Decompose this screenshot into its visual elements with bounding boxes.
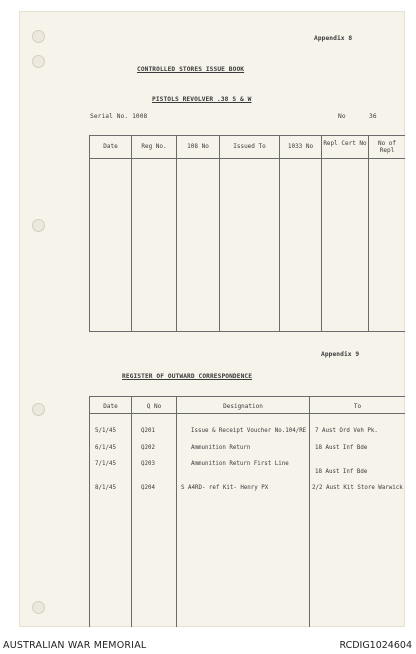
table-row-date: 5/1/45 <box>95 428 116 434</box>
punch-hole <box>32 55 45 68</box>
table-row-designation: Ammunition Return <box>191 445 251 451</box>
table-row-designation: Issue & Receipt Voucher No.104/RE <box>191 428 307 434</box>
table-row-date: 8/1/45 <box>95 485 116 491</box>
register-title: REGISTER OF OUTWARD CORRESPONDENCE <box>122 373 253 380</box>
column-header-q-no: Q No <box>146 403 162 410</box>
table-row-to: 2/2 Aust Kit Store Warwick <box>312 485 403 491</box>
punch-hole <box>32 601 45 614</box>
column-header-to: To <box>353 403 362 410</box>
column-header-reg-no: Reg No. <box>141 143 167 150</box>
serial-number: Serial No. 1008 <box>90 113 148 120</box>
issue-book-title: CONTROLLED STORES ISSUE BOOK <box>137 66 245 73</box>
table-row-qno: Q202 <box>141 445 155 451</box>
record-id: RCDIG1024604 <box>339 640 412 651</box>
serial-no-label: No <box>338 113 346 120</box>
punch-hole <box>32 30 45 43</box>
institution-name: AUSTRALIAN WAR MEMORIAL <box>3 640 147 651</box>
punch-hole <box>32 403 45 416</box>
appendix-8-label: Appendix 8 <box>314 35 353 42</box>
table-row-qno: Q201 <box>141 428 155 434</box>
column-header-issued-to: Issued To <box>233 143 266 150</box>
punch-hole <box>32 219 45 232</box>
table-row-to: 7 Aust Ord Veh Pk. <box>315 428 378 434</box>
table-row-qno: Q203 <box>141 461 155 467</box>
column-header-date: Date <box>103 143 118 150</box>
table-row-date: 7/1/45 <box>95 461 116 467</box>
document-page <box>19 11 405 627</box>
serial-no-value: 36 <box>369 113 377 120</box>
table-row-qno: Q204 <box>141 485 155 491</box>
table-row-to: 18 Aust Inf Bde <box>315 469 368 475</box>
table-row-date: 6/1/45 <box>95 445 116 451</box>
column-header-repl-cert-no: Repl Cert No <box>323 140 367 147</box>
column-header-no-of-repl: No of Repl <box>377 140 397 154</box>
table-row-designation: Ammunition Return First Line <box>191 461 289 467</box>
table-row-to: 18 Aust Inf Bde <box>315 445 368 451</box>
column-header-108-no: 108 No <box>187 143 209 150</box>
table-row-designation: S A4RD- ref Kit- Henry PX <box>181 485 269 491</box>
item-title: PISTOLS REVOLVER .38 S & W <box>152 96 252 103</box>
column-header-designation: Designation <box>223 403 263 410</box>
column-header-1033-no: 1033 No <box>287 143 314 150</box>
appendix-9-label: Appendix 9 <box>321 351 360 358</box>
archive-footer <box>0 636 416 654</box>
column-header-date: Date <box>103 403 118 410</box>
